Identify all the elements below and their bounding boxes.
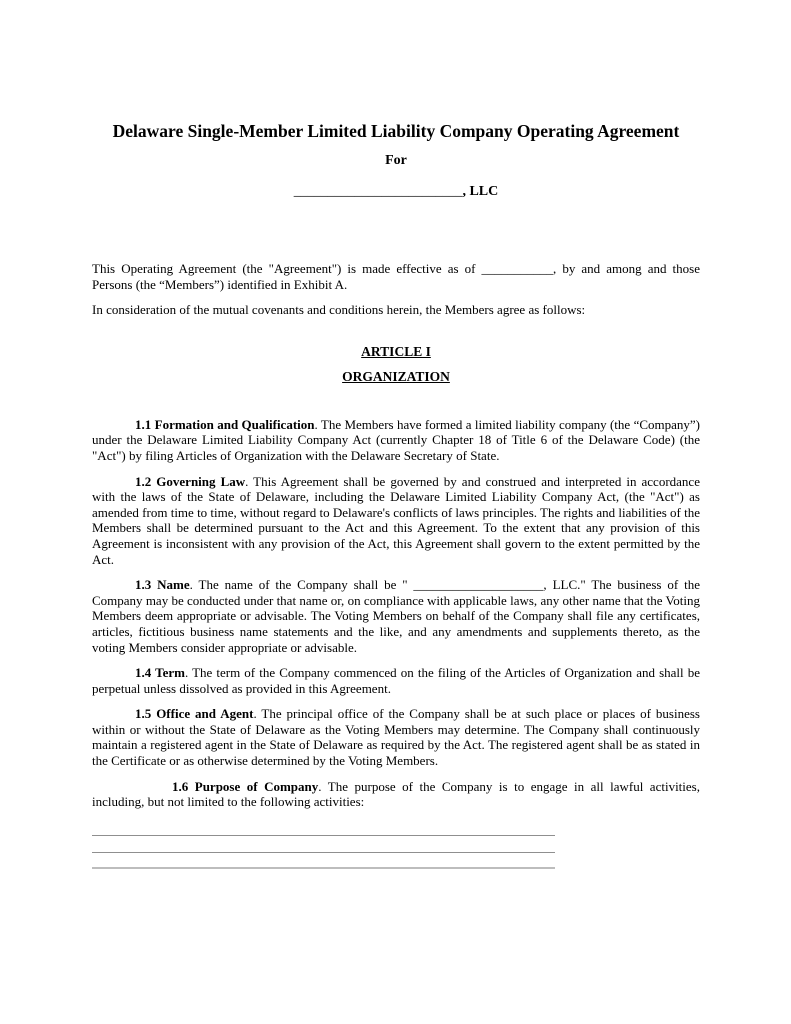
- section-1-5: [92, 706, 700, 768]
- section-1-6-heading: 1.6 Purpose of Company: [172, 778, 319, 794]
- section-1-3-body: . The name of the Company shall be " ____________________, LLC." The business of the Company may be conducted under that name or, on compliance with applicable laws, any other name that the Voting Members deem appropriate or advisable. The Voting Members on behalf of the Company shall file any certificates, articles, fictitious business name statements and the like, and any amendments and supplements thereto, as the voting Members consider appropriate or advisable.: [92, 577, 700, 655]
- write-in-line: [92, 853, 555, 870]
- section-1-5-heading: 1.5 Office and Agent: [135, 706, 254, 722]
- preamble-paragraph-1: This Operating Agreement (the "Agreement") is made effective as of ___________, by and among and those Persons (the “Members”) identified in Exhibit A.: [92, 261, 700, 292]
- section-1-4-heading: 1.4 Term: [135, 665, 185, 681]
- section-1-1-heading: 1.1 Formation and Qualification: [135, 416, 315, 432]
- document-title: Delaware Single-Member Limited Liability Company Operating Agreement: [112, 121, 680, 141]
- company-name-line: [92, 182, 700, 200]
- article-1-title: ORGANIZATION: [342, 368, 450, 384]
- company-name-blank: _________________________: [293, 183, 463, 198]
- article-1-sections: [92, 417, 700, 810]
- document-subtitle: For: [385, 153, 407, 168]
- section-1-2-body: . This Agreement shall be governed by and construed and interpreted in accordance with the laws of the State of Delaware, including the Delaware Limited Liability Company Act, (the "Act") as amended from time to time, without regard to Delaware's conflicts of laws principles. The rights and liabilities of the Members shall be determined pursuant to the Act and this Agreement. To the extent that any provision of this Agreement is inconsistent with any provision of the Act, this Agreement shall govern to the extent permitted by the Act.: [92, 473, 700, 567]
- section-1-3-heading: 1.3 Name: [135, 577, 190, 593]
- section-1-3: [92, 577, 700, 655]
- purpose-write-in-lines: [92, 820, 700, 870]
- section-1-2: [92, 474, 700, 568]
- section-1-4: [92, 665, 700, 696]
- section-1-1: [92, 417, 700, 464]
- section-1-6: [92, 779, 700, 810]
- article-1-heading: [92, 344, 700, 385]
- section-1-6-body: . The purpose of the Company is to engage in all lawful activities, including, but not limited to the following activities:: [92, 778, 700, 810]
- section-1-5-body: . The principal office of the Company shall be at such place or places of business within or without the State of Delaware as the Voting Members may determine. The Company shall continuously maintain a registered agent in the State of Delaware as required by the Act. The registered agent shall be as stated in the Certificate or as otherwise determined by the Voting Members.: [92, 706, 700, 769]
- section-1-2-heading: 1.2 Governing Law: [135, 473, 246, 489]
- write-in-line: [92, 820, 555, 837]
- article-1-number: ARTICLE I: [361, 343, 431, 359]
- preamble-paragraph-2: In consideration of the mutual covenants and conditions herein, the Members agree as follows:: [92, 302, 586, 318]
- section-1-4-body: . The term of the Company commenced on the filing of the Articles of Organization and shall be perpetual unless dissolved as provided in this Agreement.: [92, 665, 700, 696]
- company-name-suffix: , LLC: [462, 184, 499, 199]
- section-1-1-body: . The Members have formed a limited liability company (the “Company”) under the Delaware Limited Liability Company Act (currently Chapter 18 of Title 6 of the Delaware Code) (the "Act") by filing Articles of Organization with the Delaware Secretary of State.: [92, 416, 700, 463]
- preamble: [92, 261, 700, 318]
- write-in-line: [92, 836, 555, 853]
